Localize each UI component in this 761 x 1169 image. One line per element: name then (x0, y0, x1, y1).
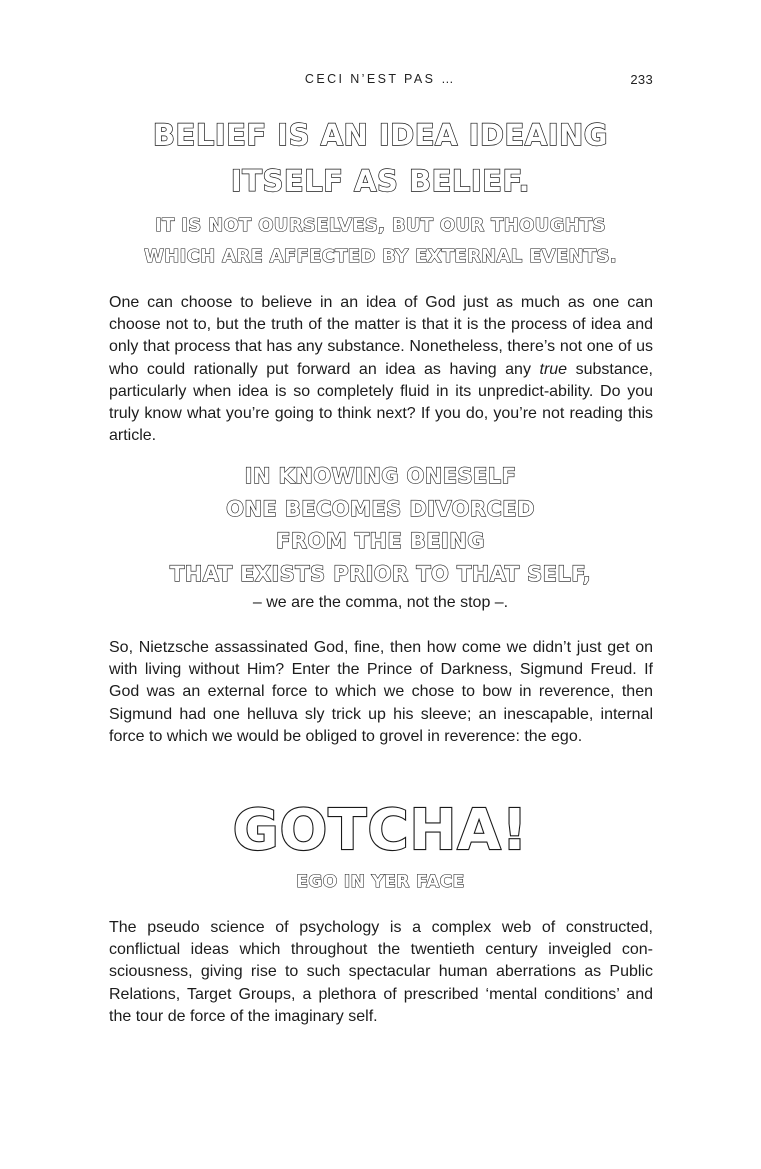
paragraph-psychology: The pseudo science of psychology is a complex web of constructed, conflictual ideas which throughout the twentieth century inveigled con-sciousness, giving rise to such spectacular human aberrations as Public Relations, Target Groups, a plethora of prescribed ‘mental conditions’ and the tour de force of the imaginary self. (109, 919, 653, 1025)
paragraph-nietzsche: So, Nietzsche assassinated God, fine, then how come we didn’t just get on with living without Him? Enter the Prince of Darkness, Sigmund Freud. If God was an external force to which we chose to bow in reverence, then Sigmund had one helluva sly trick up his sleeve; an inescapable, internal force to which we would be obliged to grovel in reverence: the ego. (109, 639, 653, 745)
running-title: CECI N’EST PAS … (304, 72, 457, 86)
thoughts-subheading (60, 210, 701, 272)
paragraph-text: substance, particularly when idea is so completely fluid in its unpredict-ability. Do you truly know what you’re going to think next? If you do, you’re not reading this article. (109, 360, 653, 445)
belief-heading (60, 112, 701, 204)
gotcha-subtitle: EGO IN YER FACE (296, 872, 465, 892)
subheading-line: WHICH ARE AFFECTED BY EXTERNAL EVENTS. (144, 246, 617, 267)
quote-line: THAT EXISTS PRIOR TO THAT SELF, (170, 561, 591, 586)
page-number: 233 (630, 72, 653, 87)
heading-line: BELIEF IS AN IDEA IDEAING (152, 118, 609, 152)
gotcha-title: GOTCHA! (232, 798, 529, 863)
quote-line: IN KNOWING ONESELF (244, 464, 517, 488)
knowing-oneself-quote (60, 460, 701, 590)
quote-caption: – we are the comma, not the stop –. (252, 594, 509, 611)
italic-word: true (539, 360, 568, 378)
paragraph-god-idea (109, 292, 653, 447)
quote-line: ONE BECOMES DIVORCED (226, 496, 535, 521)
paragraph-text: One can choose to believe in an idea of God just as much as one can choose not to, but the truth of the matter is that it is the process of idea and only that process that has any substance. Nonetheless, there’s not one of us who could rationally put forward an idea as having any (109, 294, 653, 378)
quote-line: FROM THE BEING (276, 529, 485, 553)
subheading-line: IT IS NOT OURSELVES, BUT OUR THOUGHTS (155, 215, 606, 236)
heading-line: ITSELF AS BELIEF. (230, 164, 531, 198)
running-header (0, 72, 761, 92)
